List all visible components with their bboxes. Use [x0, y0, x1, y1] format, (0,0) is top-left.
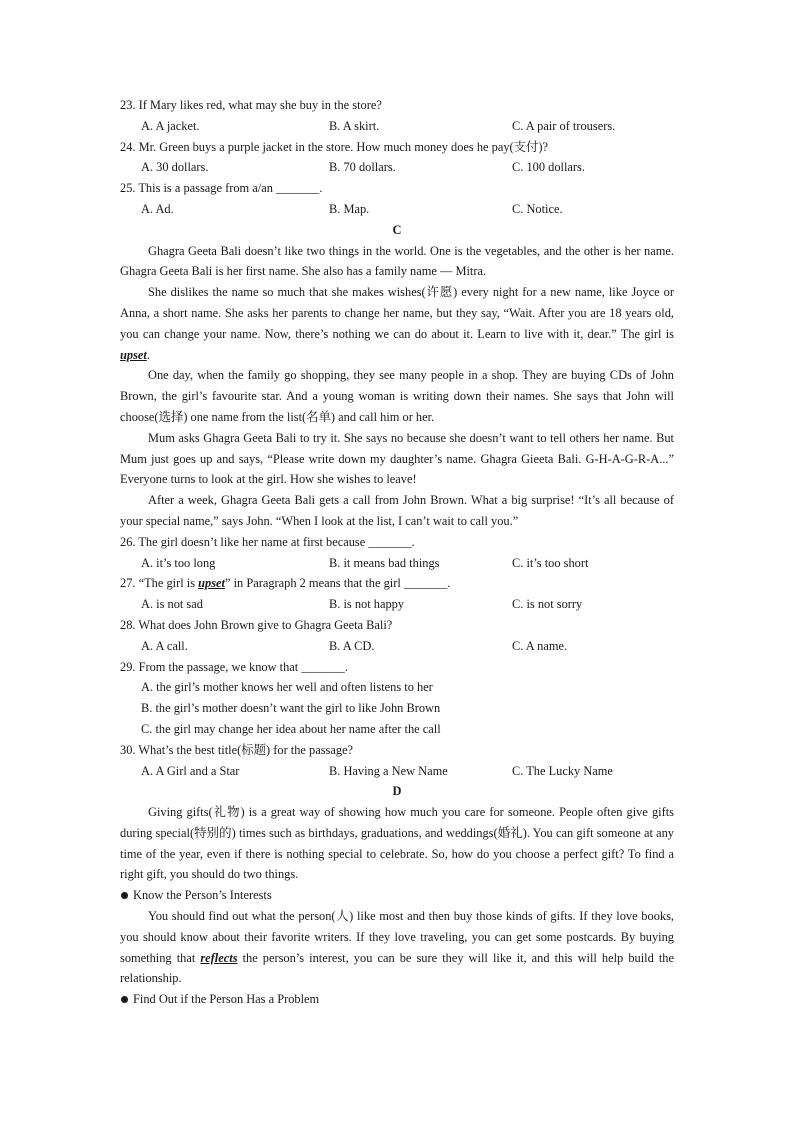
section-c-heading: C: [392, 222, 402, 237]
question-27-options: [120, 594, 674, 615]
bullet-heading-2: [120, 989, 674, 1010]
option-a: A. the girl’s mother knows her well and often listens to her: [141, 680, 433, 695]
passage-c-paragraph-3: One day, when the family go shopping, they see many people in a shop. They are buying CDs of John Brown, the girl’s favourite star. And a young woman is writing down their names. She says that John will choose(选择) one name from the list(名单) and call him or her.: [120, 368, 674, 424]
paragraph-text: .: [146, 347, 150, 362]
emphasized-word: reflects: [200, 950, 238, 965]
option-b: B. A CD.: [329, 638, 375, 653]
option-b: B. A skirt.: [329, 118, 380, 133]
bullet-heading-1: [120, 885, 674, 906]
question-28-stem: 28. What does John Brown give to Ghagra Geeta Bali?: [120, 617, 393, 632]
question-25-options: [120, 199, 674, 220]
exam-page: [120, 95, 674, 1010]
option-c: C. A name.: [512, 638, 568, 653]
bullet-text: Know the Person’s Interests: [133, 888, 272, 903]
question-27-stem: [120, 573, 674, 594]
option-a: A. it’s too long: [141, 555, 216, 570]
question-24-options: [120, 157, 674, 178]
option-b: B. it means bad things: [329, 555, 440, 570]
passage-d-paragraph-2: [120, 906, 674, 989]
passage-d-paragraph-1: Giving gifts(礼物) is a great way of showing how much you care for someone. People often give gifts during special(特别的) times such as birthdays, graduations, and weddings(婚礼). You can gift someone at any time of the year, even if there is nothing special to celebrate. So, how do you choose a perfect gift? To find a right gift, you should do two things.: [120, 805, 674, 882]
option-c: C. A pair of trousers.: [512, 118, 616, 133]
option-a: A. 30 dollars.: [141, 160, 209, 175]
option-a: A. A jacket.: [141, 118, 200, 133]
question-26-stem: 26. The girl doesn’t like her name at first because _______.: [120, 534, 415, 549]
bullet-text: Find Out if the Person Has a Problem: [133, 992, 320, 1007]
option-c: C. is not sorry: [512, 597, 583, 612]
stem-text: 27. “The girl is: [120, 576, 199, 591]
question-30-options: [120, 761, 674, 782]
option-b: B. 70 dollars.: [329, 160, 396, 175]
option-a: A. Ad.: [141, 201, 174, 216]
question-26-options: [120, 553, 674, 574]
option-b: B. is not happy: [329, 597, 405, 612]
option-c: C. Notice.: [512, 201, 563, 216]
passage-c-paragraph-5: After a week, Ghagra Geeta Bali gets a call from John Brown. What a big surprise! “It’s all because of your special name,” says John. “When I look at the list, I can’t wait to call you.”: [120, 493, 674, 528]
stem-text: ” in Paragraph 2 means that the girl _______.: [224, 576, 451, 591]
emphasized-word: upset: [120, 347, 147, 362]
emphasized-word: upset: [198, 576, 225, 591]
option-a: A. is not sad: [141, 597, 203, 612]
question-28-options: [120, 636, 674, 657]
bullet-dot-icon: [121, 996, 128, 1003]
option-b: B. Map.: [329, 201, 370, 216]
passage-c-paragraph-1: Ghagra Geeta Bali doesn’t like two things in the world. One is the vegetables, and the other is her name. Ghagra Geeta Bali is her first name. She also has a family name — Mitra.: [120, 243, 674, 279]
option-c: C. the girl may change her idea about her name after the call: [141, 721, 441, 736]
option-c: C. The Lucky Name: [512, 763, 613, 778]
paragraph-text: the person’s interest, you can be sure they will like it, and this will help build the relationship.: [120, 950, 675, 986]
passage-c-paragraph-4: Mum asks Ghagra Geeta Bali to try it. She says no because she doesn’t want to tell others her name. But Mum just goes up and says, “Please write down my daughter’s name. Ghagra Gieeta Bali. G-H-A-G-R-A...” Everyone turns to look at the girl. How she wishes to leave!: [120, 430, 674, 487]
question-23-stem: 23. If Mary likes red, what may she buy in the store?: [120, 98, 382, 112]
option-b: B. the girl’s mother doesn’t want the girl to like John Brown: [141, 701, 441, 716]
question-30-stem: 30. What’s the best title(标题) for the passage?: [120, 742, 354, 757]
option-b: B. Having a New Name: [329, 763, 448, 778]
paragraph-text: She dislikes the name so much that she makes wishes(许愿) every night for a new name, like Joyce or Anna, a short name. She asks her parents to change her name, but they say, “Wait. After you are 18 years old, you can change your name. Now, there’s nothing we can do about it. Learn to live with it, dear.” The girl is: [120, 285, 674, 341]
passage-c-paragraph-2: [120, 282, 674, 365]
question-23-options: [120, 116, 674, 137]
paragraph-text: You should find out what the person(人) like most and then buy those kinds of gifts. If they love books, you should know about their favorite writers. If they love traveling, you can get some postcards. By buying something that: [120, 909, 674, 965]
question-25-stem: 25. This is a passage from a/an _______.: [120, 181, 323, 196]
option-a: A. A call.: [141, 638, 188, 653]
option-c: C. 100 dollars.: [512, 160, 585, 175]
bullet-dot-icon: [121, 892, 128, 899]
question-24-stem: 24. Mr. Green buys a purple jacket in the store. How much money does he pay(支付)?: [120, 139, 549, 154]
option-c: C. it’s too short: [512, 555, 589, 570]
section-d-heading: D: [392, 784, 402, 799]
question-29-stem: 29. From the passage, we know that _______.: [120, 659, 348, 674]
option-a: A. A Girl and a Star: [141, 763, 240, 778]
